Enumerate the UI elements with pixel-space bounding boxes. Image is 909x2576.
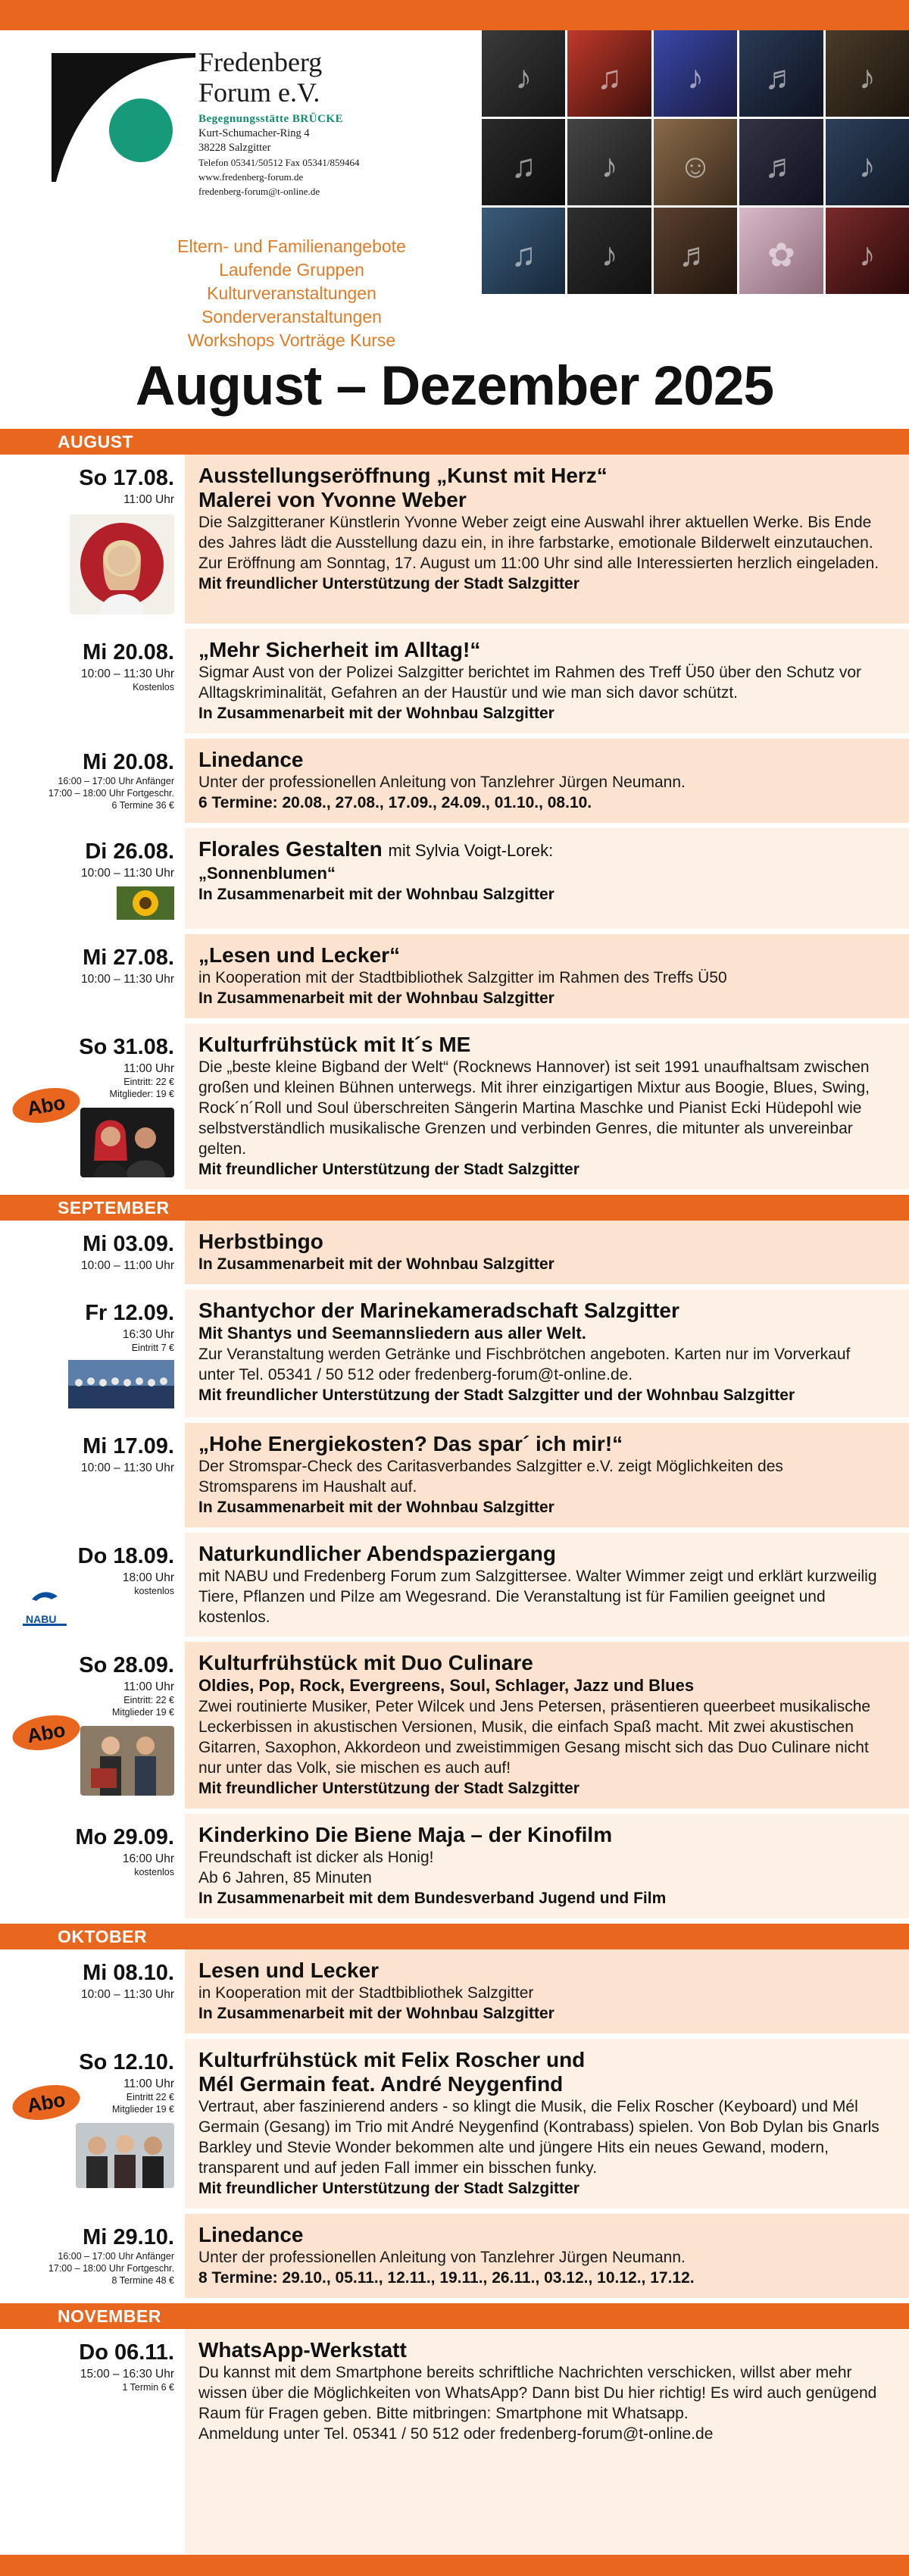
- event-date: Mo 29.09.: [75, 1825, 174, 1849]
- event-when: [0, 1642, 185, 1809]
- event-date: Mi 20.08.: [83, 640, 174, 664]
- event-title: Linedance: [198, 748, 304, 771]
- photo-saxophonist: ♬: [654, 208, 737, 294]
- event-details: [185, 629, 909, 733]
- event-sponsor-note: In Zusammenarbeit mit der Wohnbau Salzgitter: [198, 886, 554, 903]
- event-sponsor-note: In Zusammenarbeit mit der Wohnbau Salzgitter: [198, 1255, 554, 1273]
- category-item: Eltern- und Familienangebote: [177, 236, 406, 256]
- photo-collage: [482, 30, 909, 294]
- event-time: 16:30 Uhr: [122, 1328, 174, 1341]
- event-title-text: Florales Gestalten: [198, 837, 383, 861]
- event-dates-note: 6 Termine: 20.08., 27.08., 17.09., 24.09., 01.10., 08.10.: [198, 794, 592, 811]
- event-sponsor-note: Mit freundlicher Unterstützung der Stadt Salzgitter: [198, 2180, 579, 2197]
- event-price: Eintritt 7 €: [131, 1343, 174, 1353]
- event-subtitle: Malerei von Yvonne Weber: [198, 488, 467, 511]
- event-sponsor-note: In Zusammenarbeit mit der Wohnbau Salzgitter: [198, 1499, 554, 1516]
- event-time: 10:00 – 11:30 Uhr: [81, 1462, 174, 1474]
- event-date: Mi 27.08.: [83, 946, 174, 970]
- event-date: Mi 08.10.: [83, 1961, 174, 1985]
- abo-badge: Abo: [10, 2080, 83, 2125]
- event-when: [0, 629, 185, 733]
- event-subtitle: „Sonnenblumen“: [198, 864, 336, 883]
- photo-mouse-mascot: ✿: [739, 208, 823, 294]
- event-title: Kulturfrühstück mit Duo Culinare: [198, 1651, 533, 1674]
- event-time: 18:00 Uhr: [122, 1571, 174, 1584]
- event-price: 8 Termine 48 €: [111, 2275, 174, 2286]
- event-when: [0, 2214, 185, 2298]
- event-date: Mi 03.09.: [83, 1232, 174, 1256]
- photo-choir: ♪: [826, 119, 909, 205]
- event-row[interactable]: [0, 934, 909, 1024]
- event-description-2: Zur Eröffnung am Sonntag, 17. August um 11:00 Uhr sind alle Interessierten herzlich eingeladen.: [198, 555, 879, 572]
- header: [0, 30, 909, 409]
- event-description: in Kooperation mit der Stadtbibliothek Salzgitter im Rahmen des Treffs Ü50: [198, 969, 727, 986]
- event-when: [0, 934, 185, 1018]
- event-sponsor-note: Mit freundlicher Unterstützung der Stadt Salzgitter: [198, 1780, 579, 1797]
- event-time-line: 16:00 – 17:00 Uhr Anfänger: [58, 2251, 174, 2262]
- event-when: [0, 1949, 185, 2034]
- phone: Telefon 05341/50512 Fax 05341/859464: [198, 157, 360, 168]
- photo-portrait: ☺: [654, 119, 737, 205]
- event-details: [185, 2214, 909, 2298]
- event-sponsor-note: Mit freundlicher Unterstützung der Stadt Salzgitter: [198, 575, 579, 592]
- event-row[interactable]: [0, 1642, 909, 1814]
- event-date: Do 06.11.: [79, 2340, 174, 2365]
- event-details: [185, 934, 909, 1018]
- choir-photo: [68, 1360, 174, 1408]
- event-time: 16:00 Uhr: [122, 1852, 174, 1865]
- city: 38228 Salzgitter: [198, 142, 271, 154]
- month-header-september: SEPTEMBER: [0, 1195, 909, 1221]
- event-time: 10:00 – 11:30 Uhr: [81, 973, 174, 986]
- event-title: Naturkundlicher Abendspaziergang: [198, 1542, 556, 1565]
- nabu-logo-text: NABU: [26, 1613, 57, 1625]
- event-description: Vertraut, aber faszinierend anders - so klingt die Musik, die Felix Roscher (Keyboard) und Mél Germain (Gesang) im Trio mit André Neygenfind (Kontrabass) spielen. Von Bob Dylan bis Gnarls Barkley und Stevie Wonder bekommen alte und jüngere Hits ein neues Gewand, modern, transparent und auf jeden Fall immer ein bisschen funky.: [198, 2098, 879, 2177]
- event-details: [185, 1642, 909, 1809]
- photo-violinist: ♪: [826, 208, 909, 294]
- event-time: 10:00 – 11:30 Uhr: [81, 1988, 174, 2001]
- event-program: [0, 429, 909, 2576]
- event-sponsor-note: Mit freundlicher Unterstützung der Stadt Salzgitter und der Wohnbau Salzgitter: [198, 1386, 795, 1404]
- photo-musician: ♪: [482, 30, 565, 117]
- event-details: [185, 1533, 909, 1637]
- event-date: So 17.08.: [79, 466, 174, 490]
- event-price-members: Mitglieder: 19 €: [109, 1089, 174, 1099]
- event-description: Zwei routinierte Musiker, Peter Wilcek und Jens Petersen, präsentieren queerbeet musikalische Leckerbissen in akustischen Versionen, Musik, die einfach Spaß macht. Mit zwei akustischen Gitarren, Saxophon, Akkordeon und zweistimmigen Gesang mischt sich das Duo Culinare nicht nur unter das Volk, sie mischen es auch auf!: [198, 1698, 871, 1777]
- category-list: [121, 235, 462, 352]
- photo-guitarists: ♬: [739, 30, 823, 117]
- event-when: [0, 739, 185, 823]
- org-name-line1: Fredenberg: [198, 47, 323, 77]
- month-header-august: AUGUST: [0, 429, 909, 455]
- event-row[interactable]: [0, 455, 909, 629]
- event-row[interactable]: [0, 1290, 909, 1423]
- event-price: Eintritt 22 €: [126, 2092, 174, 2102]
- event-time: 11:00 Uhr: [123, 1062, 174, 1075]
- category-item: Workshops Vorträge Kurse: [187, 330, 396, 350]
- event-row[interactable]: [0, 2214, 909, 2303]
- nabu-logo: [17, 1583, 73, 1636]
- event-title: „Hohe Energiekosten? Das spar´ ich mir!“: [198, 1432, 623, 1455]
- event-description-2: Ab 6 Jahren, 85 Minuten: [198, 1869, 372, 1887]
- event-sponsor-note: In Zusammenarbeit mit dem Bundesverband Jugend und Film: [198, 1890, 667, 1907]
- abo-badge: Abo: [10, 1711, 83, 1755]
- event-details: [185, 1024, 909, 1190]
- top-accent-band: [0, 0, 909, 30]
- event-price-members: Mitglieder 19 €: [112, 2104, 174, 2115]
- event-row[interactable]: [0, 629, 909, 739]
- website-link[interactable]: www.fredenberg-forum.de: [198, 171, 304, 183]
- category-item: Laufende Gruppen: [219, 260, 364, 280]
- event-title: WhatsApp-Werkstatt: [198, 2338, 407, 2362]
- event-title: „Lesen und Lecker“: [198, 943, 401, 967]
- event-time: 10:00 – 11:30 Uhr: [81, 867, 174, 880]
- event-time: 10:00 – 11:30 Uhr: [81, 667, 174, 680]
- event-sponsor-note: Mit freundlicher Unterstützung der Stadt Salzgitter: [198, 1161, 579, 1178]
- event-description: Unter der professionellen Anleitung von Tanzlehrer Jürgen Neumann.: [198, 2249, 686, 2266]
- event-when: [0, 2329, 185, 2576]
- event-price: 6 Termine 36 €: [111, 800, 174, 811]
- event-details: [185, 739, 909, 823]
- event-price-members: Mitglieder 19 €: [112, 1707, 174, 1718]
- event-description: Zur Veranstaltung werden Getränke und Fischbrötchen angeboten. Karten nur im Vorverkauf unter Tel. 05341 / 50 512 oder fredenberg-forum@t-online.de.: [198, 1346, 851, 1383]
- event-date: So 12.10.: [79, 2050, 174, 2074]
- photo-singer: ♫: [567, 30, 651, 117]
- event-time-line: 16:00 – 17:00 Uhr Anfänger: [58, 776, 174, 786]
- event-time: 11:00 Uhr: [123, 2077, 174, 2090]
- event-row[interactable]: [0, 739, 909, 828]
- event-row[interactable]: [0, 2329, 909, 2576]
- event-row[interactable]: [0, 1949, 909, 2039]
- event-registration: Anmeldung unter Tel. 05341 / 50 512 oder fredenberg-forum@t-online.de: [198, 2425, 714, 2443]
- event-price: kostenlos: [134, 1867, 174, 1877]
- event-description: mit NABU und Fredenberg Forum zum Salzgittersee. Walter Wimmer zeigt und erklärt kurzweilig Tiere, Pflanzen und Pilze am Wegesrand. Die Veranstaltung ist für Familien geeignet und kostenlos.: [198, 1568, 877, 1626]
- event-row[interactable]: [0, 828, 909, 934]
- event-row[interactable]: [0, 1814, 909, 1924]
- category-item: Kulturveranstaltungen: [207, 283, 376, 303]
- event-when: [0, 455, 185, 624]
- photo-band-stage: ♪: [654, 30, 737, 117]
- sunflower-photo: [117, 886, 174, 920]
- event-title: Kinderkino Die Biene Maja – der Kinofilm: [198, 1823, 613, 1846]
- event-price: Kostenlos: [133, 682, 174, 692]
- event-date: Mi 20.08.: [83, 750, 174, 774]
- event-description: Freundschaft ist dicker als Honig!: [198, 1849, 434, 1866]
- event-row[interactable]: [0, 1024, 909, 1195]
- event-details: [185, 1221, 909, 1284]
- event-when: [0, 1533, 185, 1637]
- photo-duo: ♪: [826, 30, 909, 117]
- event-price: kostenlos: [134, 1586, 174, 1596]
- event-sponsor-note: In Zusammenarbeit mit der Wohnbau Salzgitter: [198, 2005, 554, 2022]
- event-row[interactable]: [0, 1533, 909, 1642]
- event-title: Herbstbingo: [198, 1230, 323, 1253]
- org-name-line2: Forum e.V.: [198, 77, 320, 108]
- event-when: [0, 1814, 185, 1918]
- event-details: [185, 2039, 909, 2209]
- event-description: Sigmar Aust von der Polizei Salzgitter berichtet im Rahmen des Treff Ü50 über den Schutz vor Alltagskriminalität, Gefahren an der Haustür und wie man sich davor schützt.: [198, 664, 862, 702]
- event-details: [185, 455, 909, 624]
- photo-pianist: ♪: [567, 208, 651, 294]
- event-when: [0, 2039, 185, 2209]
- email-link[interactable]: fredenberg-forum@t-online.de: [198, 186, 320, 197]
- event-sponsor-note: In Zusammenarbeit mit der Wohnbau Salzgitter: [198, 989, 554, 1007]
- event-dates-note: 8 Termine: 29.10., 05.11., 12.11., 19.11., 26.11., 03.12., 10.12., 17.12.: [198, 2269, 695, 2287]
- event-subtitle: Oldies, Pop, Rock, Evergreens, Soul, Schlager, Jazz und Blues: [198, 1676, 695, 1695]
- artist-photo: [70, 514, 174, 614]
- event-row[interactable]: [0, 1423, 909, 1533]
- event-time-line: 17:00 – 18:00 Uhr Fortgeschr.: [48, 788, 174, 799]
- month-header-november: NOVEMBER: [0, 2303, 909, 2329]
- event-row[interactable]: [0, 2039, 909, 2214]
- abo-badge: Abo: [10, 1083, 83, 1128]
- event-title: Lesen und Lecker: [198, 1959, 380, 1982]
- event-subtitle: Mit Shantys und Seemannsliedern aus aller Welt.: [198, 1324, 586, 1343]
- trio-photo: [76, 2123, 174, 2188]
- event-details: [185, 1290, 909, 1418]
- event-title: Linedance: [198, 2223, 304, 2246]
- photo-performer: ♫: [482, 119, 565, 205]
- event-title: „Mehr Sicherheit im Alltag!“: [198, 638, 481, 661]
- event-subtitle: Mél Germain feat. André Neygenfind: [198, 2072, 564, 2096]
- event-details: [185, 828, 909, 929]
- event-price: 1 Termin 6 €: [122, 2382, 174, 2393]
- event-time: 11:00 Uhr: [123, 493, 174, 506]
- event-details: [185, 1949, 909, 2034]
- event-title: Kulturfrühstück mit Felix Roscher und: [198, 2048, 586, 2071]
- event-details: [185, 1814, 909, 1918]
- event-time: 15:00 – 16:30 Uhr: [80, 2368, 174, 2381]
- photo-trio: ♫: [482, 208, 565, 294]
- month-header-oktober: OKTOBER: [0, 1924, 909, 1949]
- band-photo: [80, 1108, 174, 1177]
- event-date: So 31.08.: [79, 1035, 174, 1059]
- event-price: Eintritt: 22 €: [123, 1695, 174, 1705]
- event-title: Ausstellungseröffnung „Kunst mit Herz“: [198, 464, 608, 487]
- event-price: Eintritt: 22 €: [123, 1077, 174, 1087]
- event-when: [0, 1024, 185, 1190]
- page-title: August – Dezember 2025: [135, 355, 774, 417]
- street: Kurt-Schumacher-Ring 4: [198, 127, 310, 139]
- organization-address: [198, 112, 360, 199]
- event-time: 10:00 – 11:00 Uhr: [81, 1259, 174, 1272]
- event-title: [198, 837, 886, 863]
- bottom-accent-band: [0, 2555, 909, 2576]
- event-title: Shantychor der Marinekameradschaft Salzgitter: [198, 1299, 679, 1322]
- duo-photo: [80, 1726, 174, 1796]
- category-item: Sonderveranstaltungen: [201, 307, 382, 327]
- event-description: Die „beste kleine Bigband der Welt“ (Rocknews Hannover) ist seit 1991 unaufhaltsam zwischen großen und kleinen Bühnen unterwegs. Mit ihrer einzigartigen Mixtur aus Boogie, Blues, Swing, Rock´n´Roll und Soul überschreiten Sängerin Martina Maschke und Pianist Ecki Hüdepohl wie selbstverständlich musikalische Grenzen und verbinden Genres, die mitunter als unvereinbar gelten.: [198, 1058, 870, 1158]
- event-row[interactable]: [0, 1221, 909, 1290]
- event-description: Die Salzgitteraner Künstlerin Yvonne Weber zeigt eine Auswahl ihrer aktuellen Werke. Bis Ende des Jahres lädt die Ausstellung dazu ein, in ihre farbstarke, emotionale Bilderwelt einzutauchen.: [198, 514, 873, 552]
- event-description: in Kooperation mit der Stadtbibliothek Salzgitter: [198, 1984, 534, 2002]
- photo-group: ♬: [739, 119, 823, 205]
- venue-name: Begegnungsstätte BRÜCKE: [198, 113, 344, 125]
- event-time-line: 17:00 – 18:00 Uhr Fortgeschr.: [48, 2263, 174, 2274]
- event-date: Do 18.09.: [77, 1544, 174, 1568]
- event-date: Mi 17.09.: [83, 1434, 174, 1458]
- organization-name: [198, 47, 322, 108]
- event-date: Di 26.08.: [85, 839, 174, 864]
- event-host: mit Sylvia Voigt-Lorek:: [388, 841, 554, 860]
- event-when: [0, 828, 185, 929]
- event-details: [185, 1423, 909, 1527]
- event-description: Der Stromspar-Check des Caritasverbandes Salzgitter e.V. zeigt Möglichkeiten des Stromsparens im Haushalt auf.: [198, 1458, 783, 1496]
- organization-logo: [52, 53, 195, 182]
- event-time: 11:00 Uhr: [123, 1680, 174, 1693]
- event-when: [0, 1290, 185, 1418]
- event-when: [0, 1221, 185, 1284]
- event-when: [0, 1423, 185, 1527]
- event-details: [185, 2329, 909, 2576]
- photo-bass-player: ♪: [567, 119, 651, 205]
- event-title: Kulturfrühstück mit It´s ME: [198, 1033, 471, 1056]
- event-date: Fr 12.09.: [85, 1301, 174, 1325]
- event-sponsor-note: In Zusammenarbeit mit der Wohnbau Salzgitter: [198, 705, 554, 722]
- event-description: Du kannst mit dem Smartphone bereits schriftliche Nachrichten verschicken, willst aber mehr wissen über die Möglichkeiten von WhatsApp? Dann bist Du hier richtig! Es wird auch genügend Raum für Fragen geben. Bitte mitbringen: Smartphone mit Whatsapp.: [198, 2364, 877, 2422]
- event-description: Unter der professionellen Anleitung von Tanzlehrer Jürgen Neumann.: [198, 774, 686, 791]
- event-date: Mi 29.10.: [83, 2225, 174, 2249]
- event-date: So 28.09.: [79, 1653, 174, 1677]
